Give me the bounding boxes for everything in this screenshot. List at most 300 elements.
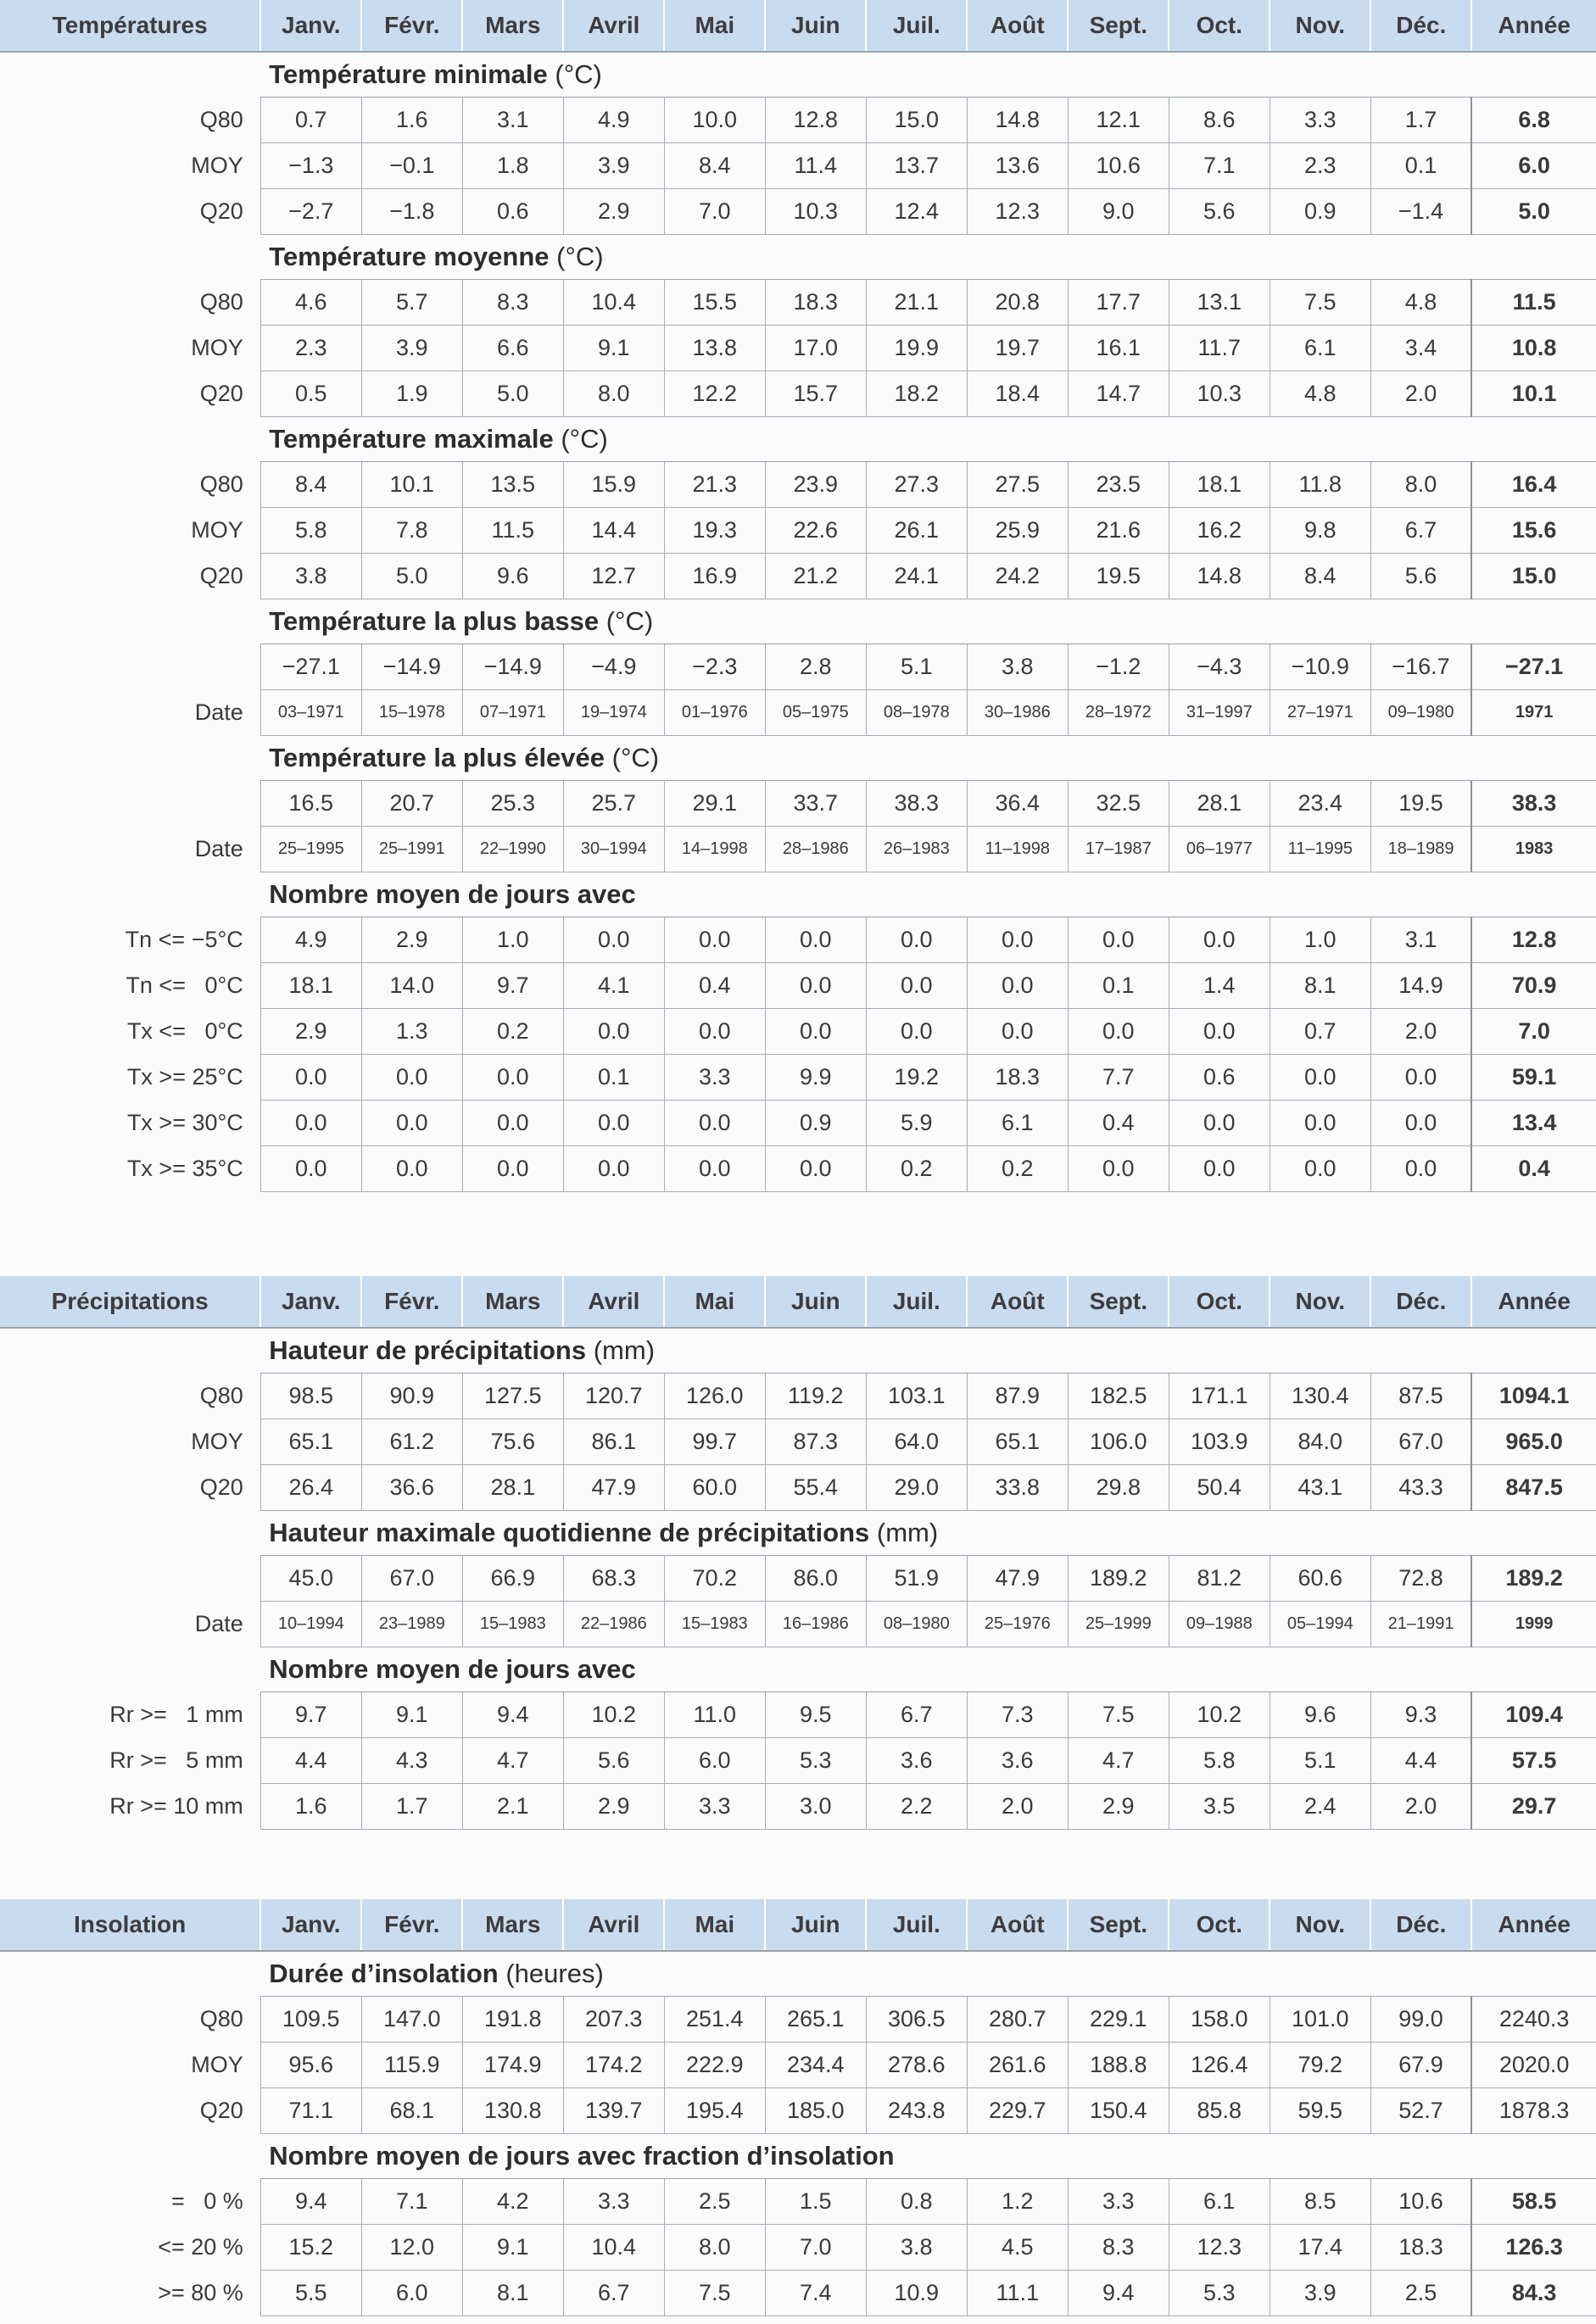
cell-value: 19–1974 [563,690,664,736]
cell-value: 9.4 [260,2179,361,2225]
cell-value: 27.5 [967,462,1068,508]
cell-value: 03–1971 [260,690,361,736]
cell-value: 23–1989 [361,1602,462,1647]
row-label: Q20 [199,1474,243,1500]
cell-value: 19.2 [866,1055,967,1101]
cell-value: 4.8 [1370,280,1471,326]
cell-value: 222.9 [664,2043,765,2088]
cell-value: 158.0 [1169,1997,1270,2043]
cell-value: 13.6 [967,143,1068,189]
cell-value: 13.5 [462,462,563,508]
cell-value: 8.0 [664,2225,765,2271]
cell-value: 84.0 [1270,1419,1370,1465]
cell-value: 0.7 [1270,1009,1370,1055]
cell-value: 25–1995 [260,827,361,872]
cell-value: 0.1 [1068,963,1169,1009]
cell-value: 103.1 [866,1374,967,1419]
cell-value: 81.2 [1169,1556,1270,1602]
group-title-row [0,1328,1596,1374]
table-row [0,508,1596,554]
cell-value: 0.8 [866,2179,967,2225]
header-row [0,0,1596,52]
cell-value: 6.7 [866,1692,967,1738]
cell-value: 19.7 [967,326,1068,371]
table-row [0,98,1596,143]
cell-value: 243.8 [866,2088,967,2134]
cell-value: 10.6 [1068,143,1169,189]
group-title [260,235,1596,280]
group-title-row [0,736,1596,781]
cell-value: 0.0 [361,1146,462,1192]
cell-value: 17.7 [1068,280,1169,326]
table-row [0,1146,1596,1192]
cell-value: 9.3 [1370,1692,1471,1738]
cell-value: 0.0 [1169,1101,1270,1146]
cell-value: 101.0 [1270,1997,1370,2043]
cell-value: 36.6 [361,1465,462,1511]
cell-value: 68.3 [563,1556,664,1602]
cell-value: 55.4 [765,1465,866,1511]
cell-value: 8.4 [260,462,361,508]
cell-value: 127.5 [462,1374,563,1419]
cell-value: 0.0 [866,1009,967,1055]
cell-value: 7.4 [765,2271,866,2316]
month-header: Oct. [1169,0,1270,52]
cell-value: 3.0 [765,1784,866,1830]
cell-value: 9.7 [260,1692,361,1738]
cell-value: 85.8 [1169,2088,1270,2134]
cell-value: 4.3 [361,1738,462,1784]
cell-value: 18–1989 [1370,827,1471,872]
month-header: Juil. [866,1899,967,1951]
cell-value: 66.9 [462,1556,563,1602]
table-row [0,690,1596,736]
month-header: Oct. [1169,1276,1270,1328]
cell-value: 60.0 [664,1465,765,1511]
cell-value: 3.3 [664,1055,765,1101]
cell-value: 72.8 [1370,1556,1471,1602]
cell-value: 65.1 [967,1419,1068,1465]
cell-value: −14.9 [462,644,563,690]
cell-value: 0.9 [765,1101,866,1146]
cell-value: 229.1 [1068,1997,1169,2043]
cell-value: 1.6 [260,1784,361,1830]
cell-value: 9.1 [462,2225,563,2271]
cell-value: 280.7 [967,1997,1068,2043]
cell-value: 12.3 [967,189,1068,235]
cell-value: 6.7 [563,2271,664,2316]
group-name: Température moyenne [269,242,550,271]
cell-value: 05–1994 [1270,1602,1370,1647]
cell-value: 70.2 [664,1556,765,1602]
cell-value: 08–1978 [866,690,967,736]
cell-value: 21.3 [664,462,765,508]
cell-value: 7.0 [664,189,765,235]
cell-value: 5.0 [361,554,462,599]
cell-value: 01–1976 [664,690,765,736]
cell-value: 10.4 [563,280,664,326]
group-unit: (heures) [505,1959,604,1988]
cell-value: 265.1 [765,1997,866,2043]
year-value: 58.5 [1471,2179,1596,2225]
group-name: Température la plus élevée [269,743,605,772]
cell-value: 87.3 [765,1419,866,1465]
cell-value: 3.1 [1370,917,1471,963]
cell-value: 2.9 [563,1784,664,1830]
month-header: Nov. [1270,1276,1370,1328]
cell-value: 4.1 [563,963,664,1009]
row-label: MOY [191,517,243,543]
cell-value: 3.8 [260,554,361,599]
cell-value: 2.3 [1270,143,1370,189]
year-value: 1983 [1471,827,1596,872]
cell-value: 0.0 [260,1101,361,1146]
cell-value: 98.5 [260,1374,361,1419]
cell-value: 171.1 [1169,1374,1270,1419]
cell-value: 25.9 [967,508,1068,554]
cell-value: 2.0 [1370,1784,1471,1830]
cell-value: 0.0 [1370,1055,1471,1101]
cell-value: 15–1983 [664,1602,765,1647]
cell-value: −1.4 [1370,189,1471,235]
cell-value: 3.3 [1270,98,1370,143]
year-value: 10.8 [1471,326,1596,371]
year-value: 126.3 [1471,2225,1596,2271]
row-label: MOY [191,1429,243,1454]
cell-value: 4.5 [967,2225,1068,2271]
cell-value: 1.3 [361,1009,462,1055]
group-title-row [0,1951,1596,1997]
cell-value: 8.4 [1270,554,1370,599]
cell-value: 99.7 [664,1419,765,1465]
cell-value: 17.4 [1270,2225,1370,2271]
table-row [0,2088,1596,2134]
cell-value: 51.9 [866,1556,967,1602]
table-row [0,917,1596,963]
cell-value: 26.4 [260,1465,361,1511]
row-label: = 0 % [171,2188,243,2214]
cell-value: 7.7 [1068,1055,1169,1101]
cell-value: 11–1998 [967,827,1068,872]
year-value: 189.2 [1471,1556,1596,1602]
cell-value: 28–1986 [765,827,866,872]
table-row [0,1602,1596,1647]
cell-value: 16–1986 [765,1602,866,1647]
year-header: Année [1471,0,1596,52]
cell-value: 18.4 [967,371,1068,417]
table-row [0,2043,1596,2088]
month-header: Janv. [260,1276,361,1328]
cell-value: 5.9 [866,1101,967,1146]
cell-value: 2.0 [967,1784,1068,1830]
cell-value: 0.2 [967,1146,1068,1192]
table-row [0,827,1596,872]
row-label: Q80 [199,1383,243,1408]
cell-value: 119.2 [765,1374,866,1419]
table-row [0,2271,1596,2316]
cell-value: 18.1 [260,963,361,1009]
cell-value: 0.0 [664,1009,765,1055]
year-value: 965.0 [1471,1419,1596,1465]
cell-value: 4.9 [260,917,361,963]
month-header: Juil. [866,0,967,52]
cell-value: 10.0 [664,98,765,143]
cell-value: 31–1997 [1169,690,1270,736]
cell-value: 8.3 [462,280,563,326]
group-title [260,417,1596,462]
month-header: Sept. [1068,1276,1169,1328]
cell-value: 0.0 [1068,917,1169,963]
table-row [0,1419,1596,1465]
cell-value: 195.4 [664,2088,765,2134]
cell-value: 67.0 [1370,1419,1471,1465]
group-name: Hauteur de précipitations [269,1335,587,1365]
cell-value: 0.4 [664,963,765,1009]
cell-value: 150.4 [1068,2088,1169,2134]
cell-value: 11.0 [664,1692,765,1738]
year-header: Année [1471,1899,1596,1951]
cell-value: 33.8 [967,1465,1068,1511]
cell-value: 3.9 [361,326,462,371]
cell-value: 261.6 [967,2043,1068,2088]
month-header: Mai [664,1899,765,1951]
cell-value: 8.1 [1270,963,1370,1009]
cell-value: 130.4 [1270,1374,1370,1419]
group-spacer [0,736,260,781]
row-label: Rr >= 10 mm [109,1793,243,1819]
row-label: MOY [191,335,243,360]
cell-value: 22.6 [765,508,866,554]
group-title-row [0,872,1596,917]
cell-value: 9.7 [462,963,563,1009]
group-name: Durée d’insolation [269,1959,499,1988]
cell-value: 185.0 [765,2088,866,2134]
cell-value: 18.3 [1370,2225,1471,2271]
cell-value: 6.0 [361,2271,462,2316]
month-header: Nov. [1270,1899,1370,1951]
table-row [0,2225,1596,2271]
year-value: 15.6 [1471,508,1596,554]
cell-value: 4.4 [1370,1738,1471,1784]
row-label: <= 20 % [158,2234,243,2260]
row-label: Tn <= −5°C [125,927,243,952]
cell-value: 12.1 [1068,98,1169,143]
group-title-row [0,1647,1596,1692]
group-title-row [0,52,1596,98]
cell-value: 3.4 [1370,326,1471,371]
cell-value: 4.6 [260,280,361,326]
cell-value: 2.3 [260,326,361,371]
group-unit: (°C) [556,242,604,271]
cell-value: 25–1991 [361,827,462,872]
month-header: Juin [765,1276,866,1328]
cell-value: 38.3 [866,781,967,827]
table-row [0,1556,1596,1602]
table-row [0,1997,1596,2043]
cell-value: 8.0 [1370,462,1471,508]
cell-value: 0.0 [664,1101,765,1146]
group-unit: (mm) [593,1335,656,1365]
cell-value: 4.8 [1270,371,1370,417]
cell-value: 29.0 [866,1465,967,1511]
cell-value: 5.0 [462,371,563,417]
cell-value: 4.7 [1068,1738,1169,1784]
cell-value: 2.9 [563,189,664,235]
cell-value: 4.7 [462,1738,563,1784]
month-header: Mai [664,1276,765,1328]
month-header: Sept. [1068,0,1169,52]
cell-value: −1.3 [260,143,361,189]
cell-value: 64.0 [866,1419,967,1465]
group-name: Température la plus basse [269,606,600,636]
cell-value: 130.8 [462,2088,563,2134]
cell-value: 13.7 [866,143,967,189]
cell-value: 0.0 [563,1009,664,1055]
cell-value: 67.0 [361,1556,462,1602]
cell-value: 09–1988 [1169,1602,1270,1647]
cell-value: 0.0 [1270,1055,1370,1101]
group-name: Nombre moyen de jours avec [269,879,636,909]
cell-value: 6.0 [664,1738,765,1784]
cell-value: 0.0 [361,1055,462,1101]
cell-value: 71.1 [260,2088,361,2134]
cell-value: −16.7 [1370,644,1471,690]
group-spacer [0,1647,260,1692]
cell-value: 0.0 [361,1101,462,1146]
cell-value: 1.2 [967,2179,1068,2225]
cell-value: 26–1983 [866,827,967,872]
cell-value: 06–1977 [1169,827,1270,872]
month-header: Mai [664,0,765,52]
cell-value: 11.7 [1169,326,1270,371]
cell-value: 0.0 [967,1009,1068,1055]
group-spacer [0,235,260,280]
cell-value: 0.0 [1370,1101,1471,1146]
cell-value: 0.0 [563,1146,664,1192]
cell-value: 10.4 [563,2225,664,2271]
cell-value: 0.0 [967,917,1068,963]
month-header: Avril [563,1899,664,1951]
cell-value: 17.0 [765,326,866,371]
table-row [0,2179,1596,2225]
row-label: Tx <= 0°C [126,1018,243,1044]
header-row [0,1899,1596,1951]
cell-value: 0.0 [765,1146,866,1192]
cell-value: 8.1 [462,2271,563,2316]
cell-value: 0.0 [664,917,765,963]
cell-value: 14.7 [1068,371,1169,417]
cell-value: 0.0 [866,963,967,1009]
cell-value: 25.3 [462,781,563,827]
cell-value: 16.5 [260,781,361,827]
cell-value: 20.7 [361,781,462,827]
cell-value: 2.2 [866,1784,967,1830]
year-value: 13.4 [1471,1101,1596,1146]
row-label: Tn <= 0°C [126,973,243,998]
table-row [0,1465,1596,1511]
group-spacer [0,1511,260,1556]
cell-value: 60.6 [1270,1556,1370,1602]
cell-value: 33.7 [765,781,866,827]
cell-value: 2.9 [1068,1784,1169,1830]
cell-value: 14.4 [563,508,664,554]
year-value: 6.0 [1471,143,1596,189]
table-row [0,1692,1596,1738]
cell-value: 7.8 [361,508,462,554]
cell-value: 28.1 [462,1465,563,1511]
cell-value: 8.0 [563,371,664,417]
cell-value: 0.0 [967,963,1068,1009]
cell-value: 08–1980 [866,1602,967,1647]
group-spacer [0,2134,260,2179]
cell-value: 2.4 [1270,1784,1370,1830]
cell-value: 1.4 [1169,963,1270,1009]
cell-value: 30–1986 [967,690,1068,736]
month-header: Janv. [260,0,361,52]
cell-value: 11–1995 [1270,827,1370,872]
cell-value: 23.4 [1270,781,1370,827]
group-unit: (°C) [605,606,654,636]
cell-value: 16.1 [1068,326,1169,371]
cell-value: 1.7 [1370,98,1471,143]
cell-value: 0.1 [563,1055,664,1101]
cell-value: 67.9 [1370,2043,1471,2088]
cell-value: 2.5 [664,2179,765,2225]
month-header: Déc. [1370,1899,1471,1951]
row-label: >= 80 % [158,2280,243,2305]
table-row [0,462,1596,508]
cell-value: 29.8 [1068,1465,1169,1511]
cell-value: 0.0 [260,1055,361,1101]
cell-value: 5.6 [1370,554,1471,599]
group-unit: (°C) [561,424,608,454]
cell-value: 25–1976 [967,1602,1068,1647]
cell-value: 5.7 [361,280,462,326]
year-value: 5.0 [1471,189,1596,235]
section-title: Insolation [0,1899,260,1951]
cell-value: 9.1 [361,1692,462,1738]
cell-value: 0.0 [1169,917,1270,963]
group-title [260,1328,1596,1374]
group-title-row [0,599,1596,644]
month-header: Nov. [1270,0,1370,52]
cell-value: 126.4 [1169,2043,1270,2088]
cell-value: 22–1990 [462,827,563,872]
cell-value: 2.0 [1370,371,1471,417]
year-value: 2020.0 [1471,2043,1596,2088]
group-unit: (mm) [876,1518,939,1547]
cell-value: 16.2 [1169,508,1270,554]
group-title-row [0,1511,1596,1556]
cell-value: 18.3 [967,1055,1068,1101]
cell-value: 95.6 [260,2043,361,2088]
cell-value: 15.0 [866,98,967,143]
cell-value: 09–1980 [1370,690,1471,736]
cell-value: 2.8 [765,644,866,690]
row-label: Q80 [199,471,243,497]
group-title [260,1951,1596,1997]
cell-value: 9.6 [1270,1692,1370,1738]
cell-value: 3.9 [563,143,664,189]
row-label [0,781,260,827]
cell-value: 9.0 [1068,189,1169,235]
cell-value: 12.8 [765,98,866,143]
cell-value: 19.5 [1370,781,1471,827]
cell-value: 3.6 [967,1738,1068,1784]
cell-value: 0.0 [1068,1009,1169,1055]
row-label: Q20 [199,381,243,406]
cell-value: 3.6 [866,1738,967,1784]
